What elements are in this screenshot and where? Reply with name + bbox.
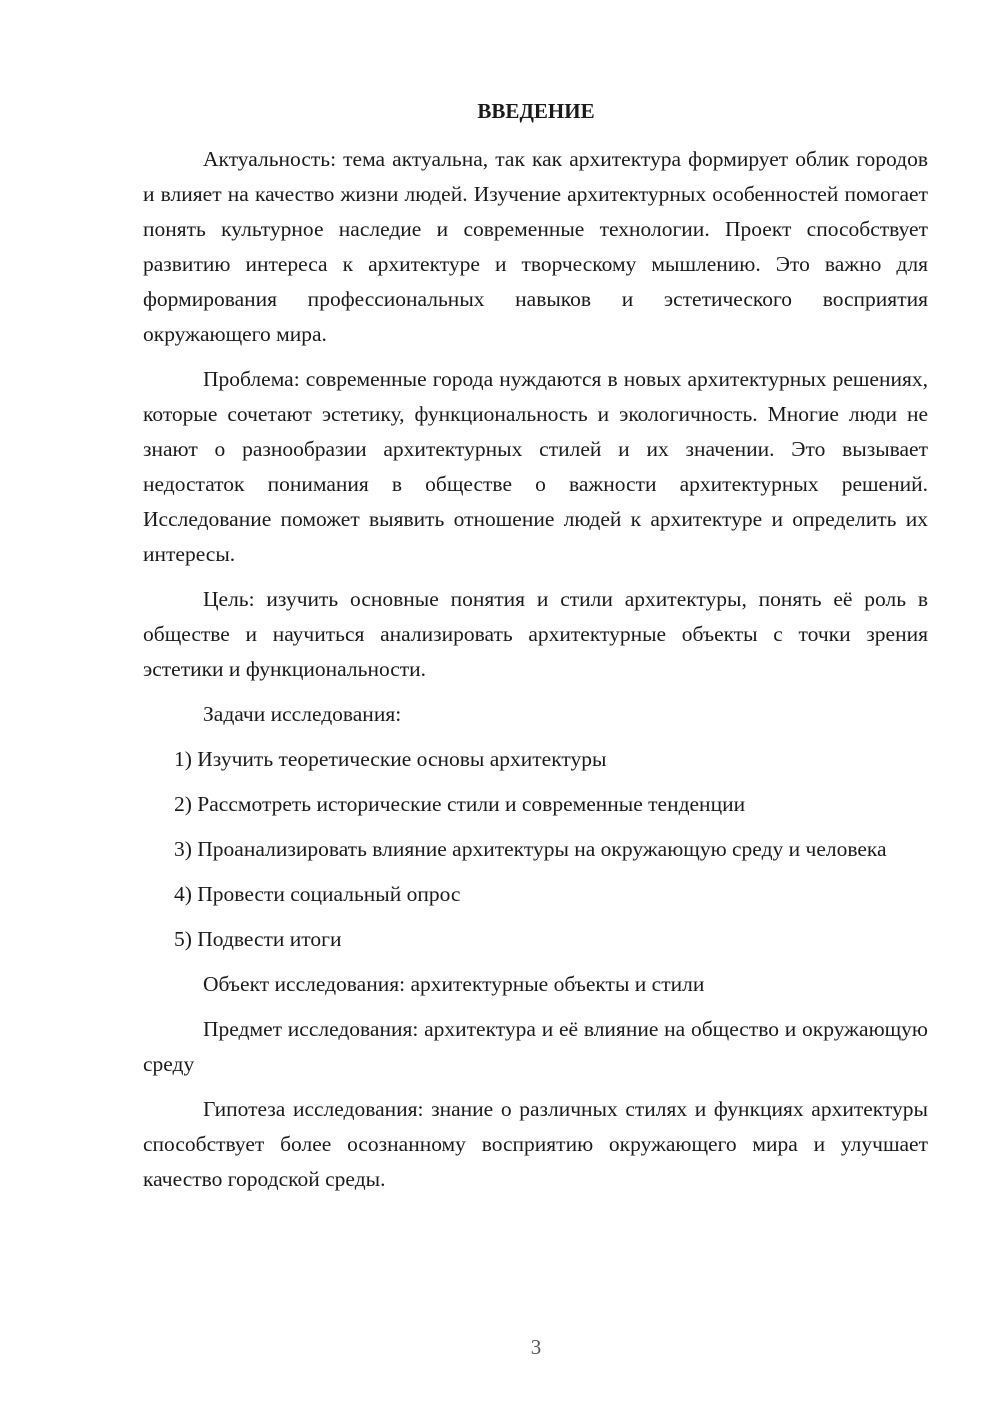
task-item-3: 3) Проанализировать влияние архитектуры на окружающую среду и человека [174, 837, 887, 861]
task-item-1: 1) Изучить теоретические основы архитектуры [174, 747, 607, 771]
task-item-5: 5) Подвести итоги [174, 927, 342, 951]
paragraph-relevance: Актуальность: тема актуальна, так как архитектура формирует облик городов и влияет на качество жизни людей. Изучение архитектурных особенностей помогает понять культурное наследие и современные технологии. Проект способствует развитию интереса к архитектуре и творческому мышлению. Это важно для формирования профессиональных навыков и эстетического восприятия окружающего мира. [143, 147, 928, 346]
task-item-4: 4) Провести социальный опрос [174, 882, 461, 906]
document-body [143, 142, 928, 1207]
paragraph-goal: Цель: изучить основные понятия и стили архитектуры, понять её роль в обществе и научиться анализировать архитектурные объекты с точки зрения эстетики и функциональности. [143, 587, 928, 681]
tasks-heading: Задачи исследования: [203, 702, 402, 726]
paragraph-object: Объект исследования: архитектурные объекты и стили [203, 972, 705, 996]
paragraph-problem: Проблема: современные города нуждаются в новых архитектурных решениях, которые сочетают эстетику, функциональность и экологичность. Многие люди не знают о разнообразии архитектурных стилей и их значении. Это вызывает недостаток понимания в обществе о важности архитектурных решений. Исследование поможет выявить отношение людей к архитектуре и определить их интересы. [143, 367, 928, 566]
task-item-2: 2) Рассмотреть исторические стили и современные тенденции [174, 792, 746, 816]
page-title: ВВЕДЕНИЕ [477, 99, 595, 123]
page-number: 3 [530, 1335, 542, 1359]
paragraph-subject: Предмет исследования: архитектура и её влияние на общество и окружающую среду [143, 1017, 928, 1076]
paragraph-hypothesis: Гипотеза исследования: знание о различных стилях и функциях архитектуры способствует более осознанному восприятию окружающего мира и улучшает качество городской среды. [143, 1097, 928, 1191]
